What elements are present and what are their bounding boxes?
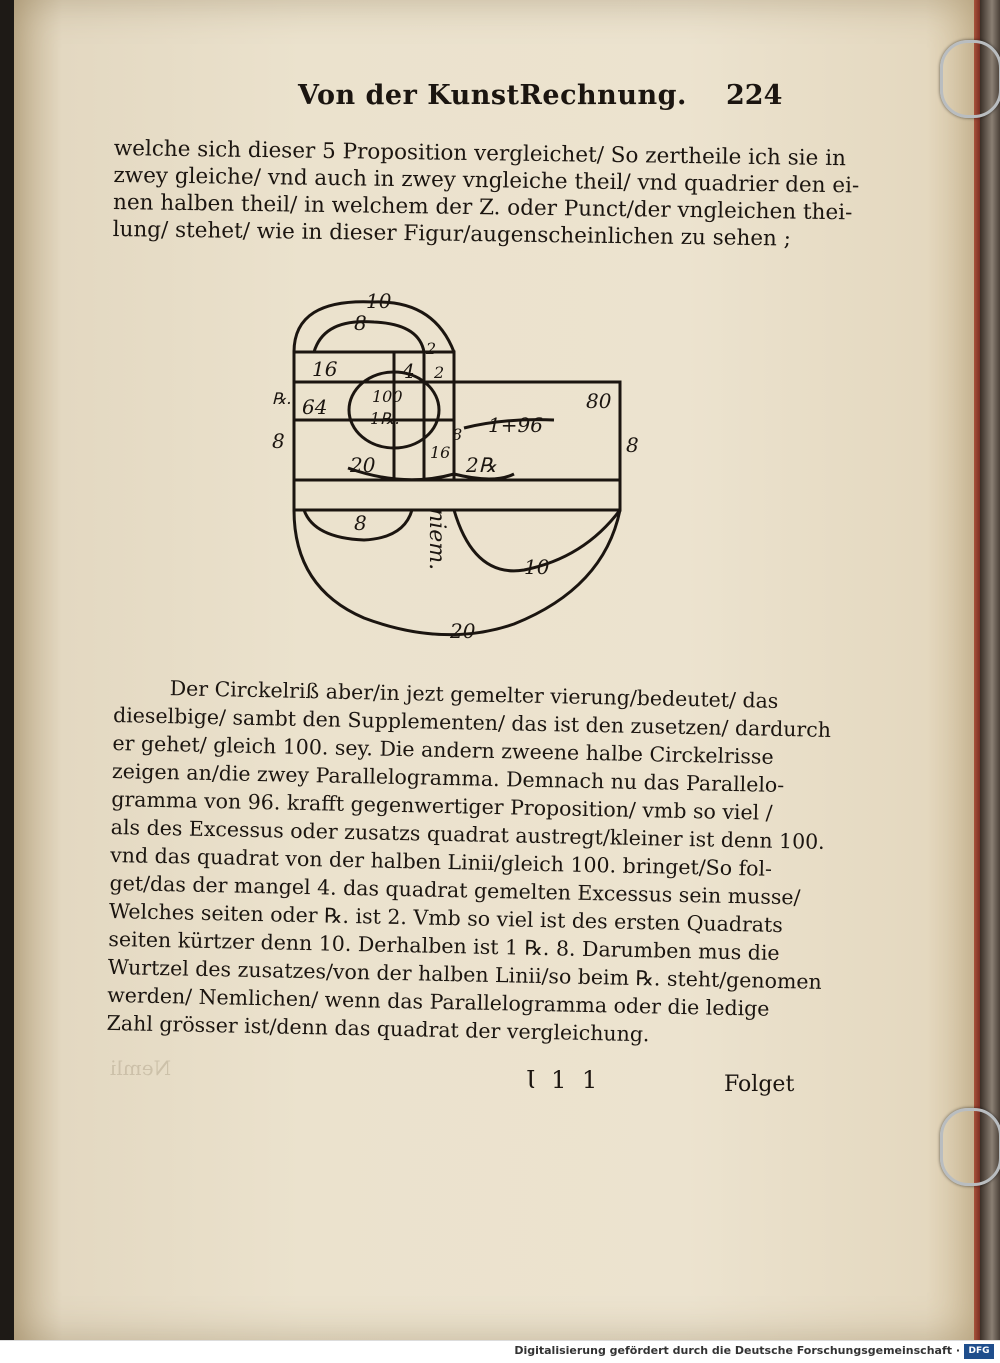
- bottom-big-arc: [294, 510, 620, 635]
- text-line: gramma von 96. krafft gegenwertiger Proposition/ vmb so viel /: [111, 786, 773, 825]
- fig-label: 1℞.: [370, 409, 400, 428]
- fig-label: 64: [302, 395, 328, 419]
- text-line: dieselbige/ sambt den Supplementen/ das ist den zusetzen/ dardurch: [112, 702, 832, 743]
- fig-label: ℞.: [272, 389, 292, 408]
- text-line: er gehet/ gleich 100. sey. Die andern zweene halbe Circkelrisse: [112, 730, 774, 769]
- text-line: Welches seiten oder ℞. ist 2. Vmb so viel ist des ersten Quadrats: [108, 898, 784, 938]
- geometric-figure: [254, 288, 654, 648]
- fig-label: 8: [272, 429, 285, 453]
- footer-credit: Digitalisierung gefördert durch die Deutsche Forschungsgemeinschaft ·: [514, 1344, 960, 1357]
- running-head: Von der KunstRechnung.: [298, 80, 687, 111]
- text-line: zeigen an/die zwey Parallelogramma. Demnach nu das Parallelo-: [111, 758, 785, 798]
- book-page: [14, 0, 974, 1340]
- top-inner-arc: [314, 322, 424, 352]
- fig-label: 1+96: [488, 413, 543, 437]
- text-line: vnd das quadrat von der halben Linii/gleich 100. bringet/So fol-: [109, 842, 773, 881]
- fig-label: 10: [524, 555, 550, 579]
- fig-label: 20: [450, 619, 476, 643]
- text-line: nen halben theil/ in welchem der Z. oder Punct/der vngleichen thei-: [112, 189, 853, 226]
- text-line: Wurtzel des zusatzes/von der halben Linii/so beim ℞. steht/genomen: [107, 954, 823, 994]
- text-line: werden/ Nemlichen/ wenn das Parallelogramma oder die ledige: [107, 982, 770, 1021]
- fig-label: 8: [354, 311, 367, 335]
- fig-label: niem.: [424, 508, 449, 571]
- footer-bar: [0, 1340, 1000, 1363]
- fig-label: 10: [366, 289, 392, 313]
- fig-label: 8: [452, 425, 463, 444]
- fig-label: 8: [626, 433, 639, 457]
- text-line: zwey gleiche/ vnd auch in zwey vngleiche theil/ vnd quadrier den ei-: [113, 162, 860, 199]
- page-number: 224: [726, 80, 783, 111]
- text-line: welche sich dieser 5 Proposition vergleichet/ So zertheile ich sie in: [113, 136, 847, 172]
- bleed-through-text: Nemli: [110, 1056, 172, 1080]
- fig-label: 16: [312, 357, 338, 381]
- bottom-rectangle: [294, 480, 620, 510]
- fig-label: 8: [354, 511, 367, 535]
- top-clasp: [940, 40, 1000, 118]
- fig-label: 80: [586, 389, 612, 413]
- text-line: als des Excessus oder zusatzs quadrat austregt/kleiner ist denn 100.: [110, 814, 825, 854]
- fig-label: 4: [402, 359, 415, 383]
- fig-label: 100: [372, 387, 403, 406]
- fig-label: 16: [430, 443, 451, 462]
- fig-label: 2: [434, 363, 445, 382]
- dfg-logo[interactable]: DFG: [964, 1344, 994, 1359]
- catchword: Folget: [724, 1072, 795, 1097]
- signature-mark: Ɩ 1 1: [526, 1066, 602, 1094]
- text-line: lung/ stehet/ wie in dieser Figur/augenscheinlichen zu sehen ;: [112, 216, 792, 252]
- text-line: Der Circkelriß aber/in jezt gemelter vierung/bedeutet/ das: [169, 676, 779, 713]
- fig-label: 20: [350, 453, 376, 477]
- bottom-clasp: [940, 1108, 1000, 1186]
- text-line: get/das der mangel 4. das quadrat gemelten Excessus sein musse/: [109, 870, 801, 910]
- text-line: seiten kürtzer denn 10. Derhalben ist 1 ℞. 8. Darumben mus die: [108, 926, 780, 965]
- fig-label: 2: [426, 339, 437, 358]
- fig-label: 2℞: [466, 453, 497, 477]
- text-line: Zahl grösser ist/denn das quadrat der vergleichung.: [106, 1010, 650, 1047]
